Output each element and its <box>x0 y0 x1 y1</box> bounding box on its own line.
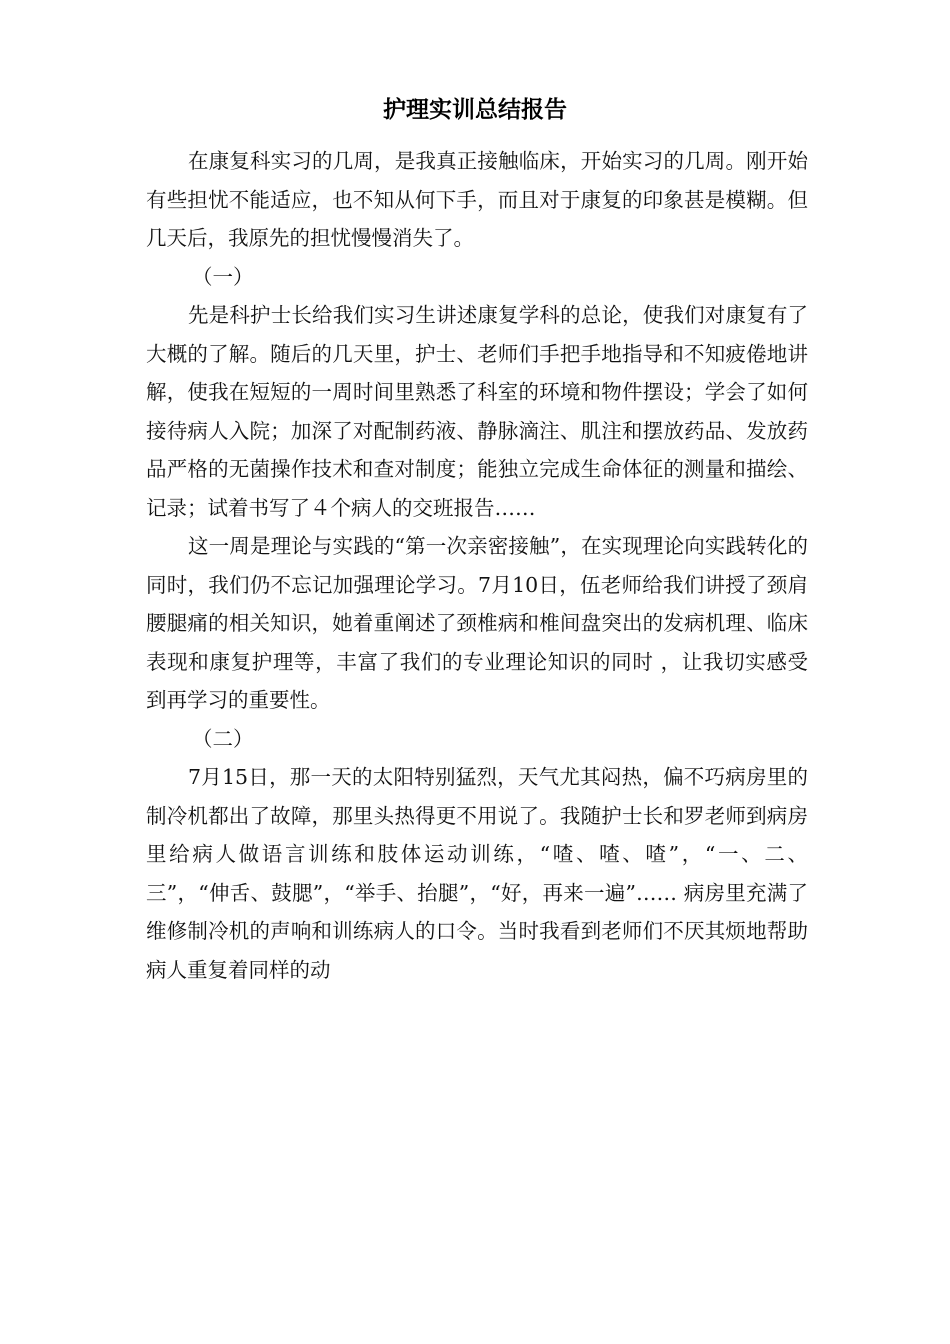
paragraph-intro: 在康复科实习的几周，是我真正接触临床，开始实习的几周。刚开始有些担忧不能适应，也不知从何下手，而且对于康复的印象甚是模糊。但几天后，我原先的担忧慢慢消失了。 <box>146 149 808 250</box>
paragraph-section-two: 7月15日，那一天的太阳特别猛烈，天气尤其闷热，偏不巧病房里的制冷机都出了故障，那里头热得更不用说了。我随护士长和罗老师到病房里给病人做语言训练和肢体运动训练，“喳、喳、喳”，“一、二、三”，“伸舌、鼓腮”，“举手、抬腿”，“好，再来一遍”…… 病房里充满了维修制冷机的声响和训练病人的口令。当时我看到老师们不厌其烦地帮助病人重复着同样的动 <box>146 765 808 982</box>
paragraph-section-one: 先是科护士长给我们实习生讲述康复学科的总论，使我们对康复有了大概的了解。随后的几天里，护士、老师们手把手地指导和不知疲倦地讲解，使我在短短的一周时间里熟悉了科室的环境和物件摆设；学会了如何接待病人入院；加深了对配制药液、静脉滴注、肌注和摆放药品、发放药品严格的无菌操作技术和查对制度；能独立完成生命体征的测量和描绘、记录；试着书写了４个病人的交班报告…… <box>146 303 808 520</box>
section-heading-one: （一） <box>192 264 254 289</box>
section-heading-two: （二） <box>192 726 254 751</box>
document-body <box>146 142 808 989</box>
document-title: 护理实训总结报告 <box>383 97 567 123</box>
paragraph-theory-practice: 这一周是理论与实践的“第一次亲密接触”，在实现理论向实践转化的同时，我们仍不忘记加强理论学习。7月10日，伍老师给我们讲授了颈肩腰腿痛的相关知识，她着重阐述了颈椎病和椎间盘突出的发病机理、临床表现和康复护理等，丰富了我们的专业理论知识的同时 ，让我切实感受到再学习的重要性。 <box>146 534 808 712</box>
